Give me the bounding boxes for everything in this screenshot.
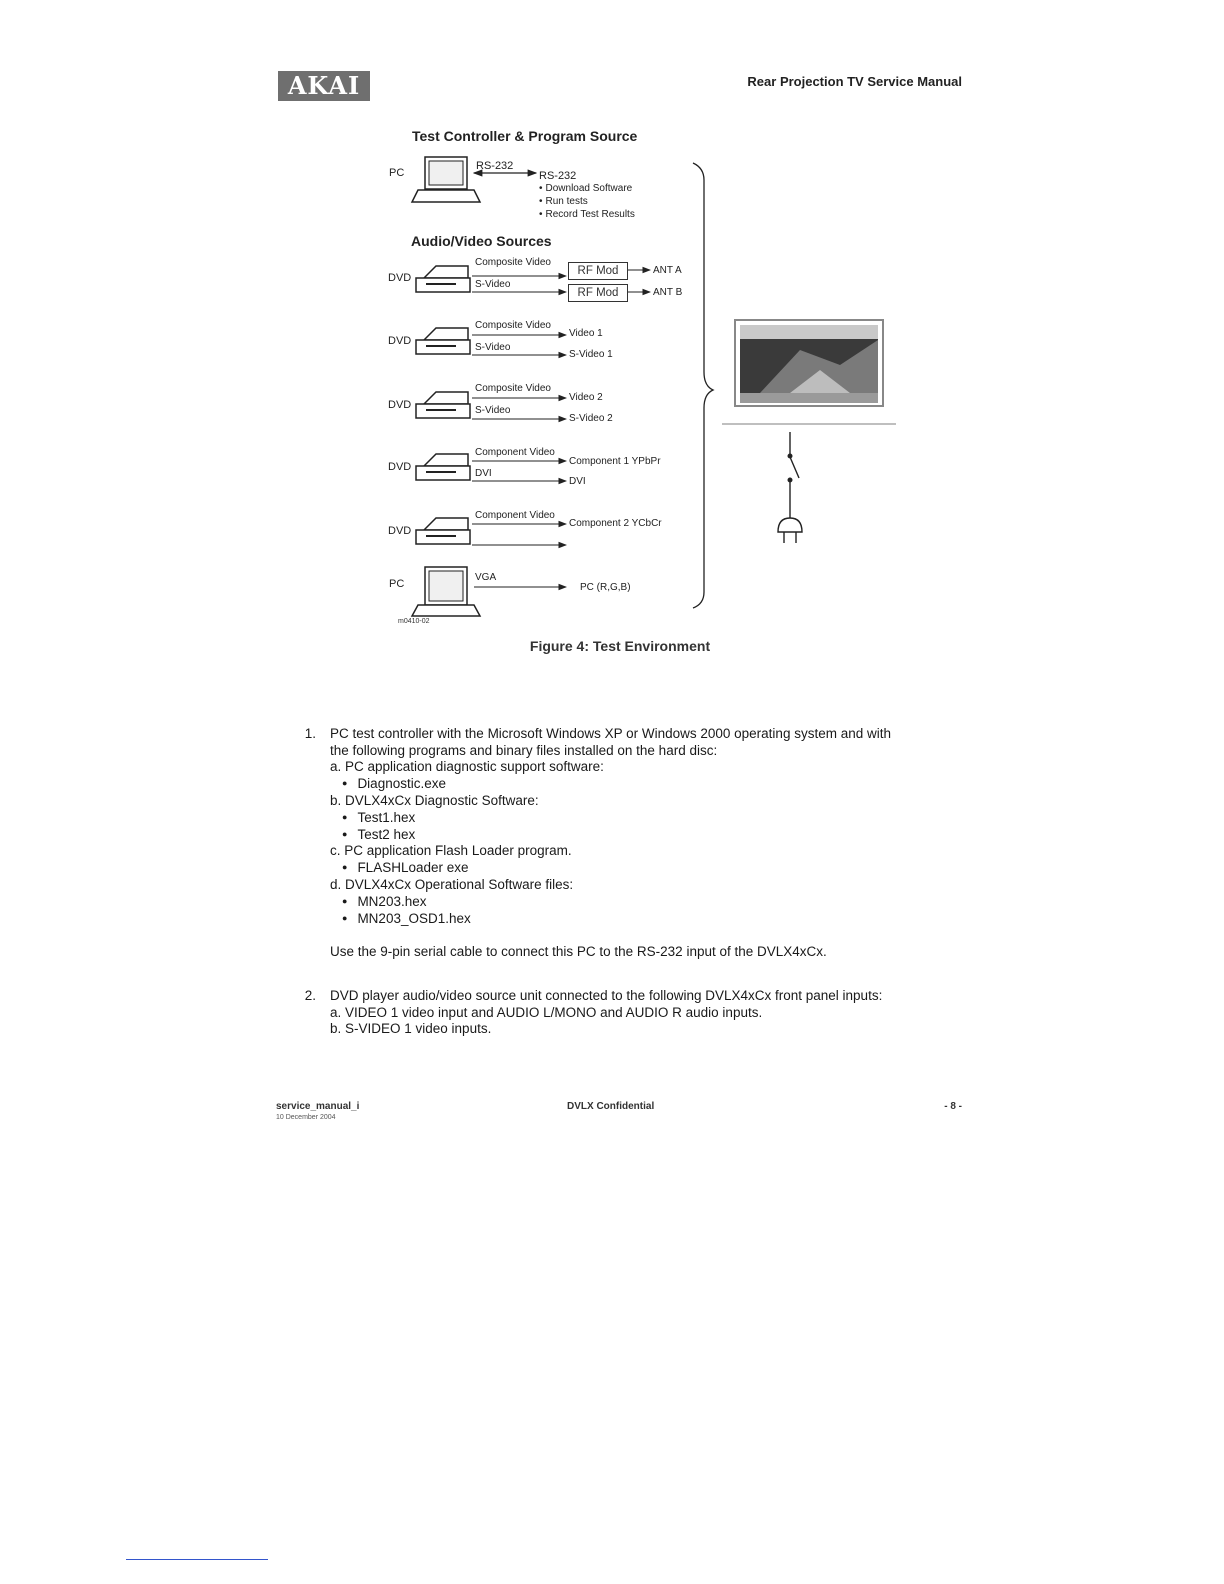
component-video-label: Component Video: [475, 447, 555, 458]
svideo2-label: S-Video 2: [569, 413, 613, 424]
dvd-label: DVD: [388, 272, 412, 284]
projection-tv-icon: [722, 320, 896, 424]
file-item: ● Test1.hex: [342, 809, 415, 828]
component-video-label: Component Video: [475, 510, 555, 521]
dvd-player-icon: [416, 266, 470, 292]
dvd-player-icon: [416, 392, 470, 418]
akai-logo: AKAI: [278, 71, 370, 101]
diagram-title: Test Controller & Program Source: [412, 128, 638, 144]
composite-video-label: Composite Video: [475, 257, 551, 268]
ant-b-label: ANT B: [653, 287, 683, 298]
dvd-label: DVD: [388, 461, 412, 473]
footnote-separator: [126, 1559, 268, 1560]
drawing-id: m0410-02: [398, 618, 430, 625]
file-item: ● Test2 hex: [342, 826, 415, 845]
item-text: the following programs and binary files installed on the hard disc:: [330, 743, 718, 758]
dvd-label: DVD: [388, 335, 412, 347]
power-plug-icon: [778, 518, 802, 543]
dvd-player-icon: [416, 328, 470, 354]
rs232-cable-label: RS-232: [476, 160, 514, 172]
file-item: ● MN203.hex: [342, 893, 426, 912]
dvi-label: DVI: [475, 468, 492, 479]
vga-label: VGA: [475, 572, 497, 583]
sub-item: d. DVLX4xCx Operational Software files:: [330, 877, 574, 892]
signal-lines: [472, 270, 650, 587]
item-text: DVD player audio/video source unit connected to the following DVLX4xCx front panel inputs:: [330, 988, 883, 1003]
item-number: 2.: [304, 988, 316, 1003]
dvd-label: DVD: [388, 399, 412, 411]
component1-label: Component 1 YPbPr: [569, 456, 661, 467]
pc-label: PC: [389, 578, 405, 590]
sub-item: b. S-VIDEO 1 video inputs.: [330, 1021, 492, 1036]
video2-label: Video 2: [569, 392, 603, 403]
pc-laptop-icon: [412, 567, 480, 616]
composite-video-label: Composite Video: [475, 320, 551, 331]
ant-a-label: ANT A: [653, 265, 682, 276]
video1-label: Video 1: [569, 328, 603, 339]
rs232-target-label: RS-232: [539, 170, 577, 182]
footer-doc-name: service_manual_i: [276, 1101, 360, 1112]
footer-confidential: DVLX Confidential: [567, 1101, 655, 1112]
component2-label: Component 2 YCbCr: [569, 518, 662, 529]
document-title: Rear Projection TV Service Manual: [747, 74, 962, 89]
item-number: 1.: [304, 726, 316, 741]
sub-item: b. DVLX4xCx Diagnostic Software:: [330, 793, 539, 808]
rs232-bullet: • Record Test Results: [539, 209, 635, 220]
rf-modulator-box: RF Mod: [568, 262, 628, 280]
item-note: Use the 9-pin serial cable to connect this PC to the RS-232 input of the DVLX4xCx.: [330, 944, 827, 959]
s-video-label: S-Video: [475, 279, 511, 290]
s-video-label: S-Video: [475, 405, 511, 416]
grouping-brace: [693, 163, 713, 608]
footer-date: 10 December 2004: [276, 1114, 336, 1121]
av-sources-title: Audio/Video Sources: [411, 233, 552, 249]
dvi-out-label: DVI: [569, 476, 586, 487]
power-switch-icon: [788, 432, 799, 518]
pc-label: PC: [389, 167, 405, 179]
svideo1-label: S-Video 1: [569, 349, 613, 360]
rf-modulator-box: RF Mod: [568, 284, 628, 302]
rs232-bullet: • Run tests: [539, 196, 588, 207]
composite-video-label: Composite Video: [475, 383, 551, 394]
pc-rgb-label: PC (R,G,B): [580, 582, 631, 593]
s-video-label: S-Video: [475, 342, 511, 353]
file-item: ● Diagnostic.exe: [342, 775, 446, 794]
file-item: ● FLASHLoader exe: [342, 859, 469, 878]
rs232-bullet: • Download Software: [539, 183, 632, 194]
pc-laptop-icon: [412, 157, 480, 202]
page-number: - 8 -: [944, 1101, 962, 1112]
dvd-label: DVD: [388, 525, 412, 537]
sub-item: a. VIDEO 1 video input and AUDIO L/MONO and AUDIO R audio inputs.: [330, 1005, 763, 1020]
dvd-player-icon: [416, 518, 470, 544]
item-text: PC test controller with the Microsoft Windows XP or Windows 2000 operating system and with: [330, 726, 891, 741]
dvd-player-icon: [416, 454, 470, 480]
file-item: ● MN203_OSD1.hex: [342, 910, 471, 929]
figure-caption: Figure 4: Test Environment: [529, 638, 711, 654]
sub-item: c. PC application Flash Loader program.: [330, 843, 572, 858]
sub-item: a. PC application diagnostic support software:: [330, 759, 604, 774]
